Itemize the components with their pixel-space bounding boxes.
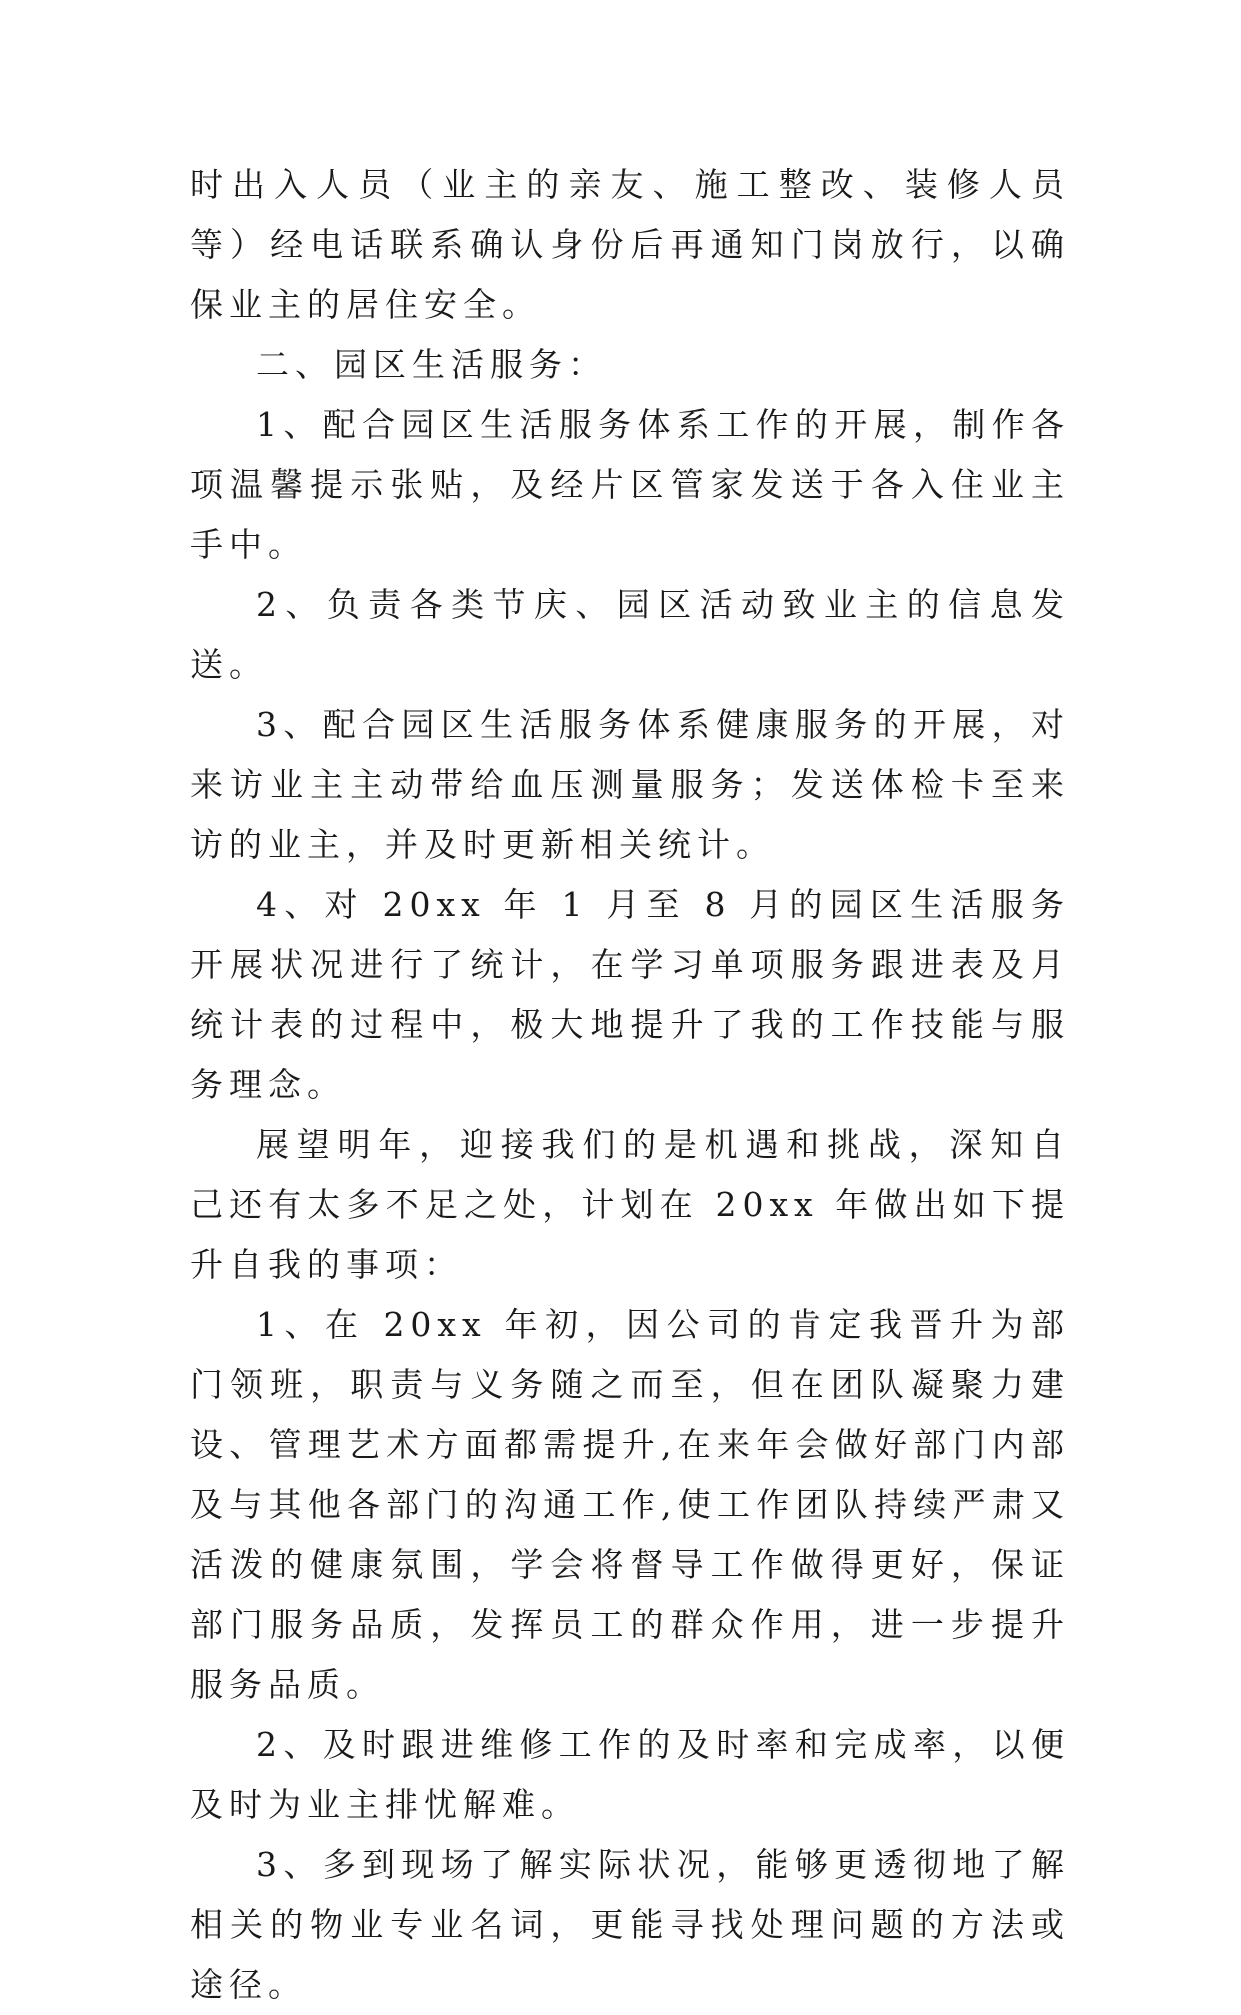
document-body (190, 155, 1070, 2015)
paragraph-plan-2-repairs: 2、及时跟进维修工作的及时率和完成率，以便及时为业主排忧解难。 (190, 1725, 1070, 1824)
section-heading-park-life-service: 二、园区生活服务： (256, 345, 607, 384)
paragraph-security-continuation: 时出入人员（业主的亲友、施工整改、装修人员等）经电话联系确认身份后再通知门岗放行，以确保业主的居住安全。 (190, 165, 1070, 324)
paragraph-item-2-holiday-messages: 2、负责各类节庆、园区活动致业主的信息发送。 (190, 585, 1070, 684)
paragraph-plan-1-team: 1、在 20xx 年初，因公司的肯定我晋升为部门领班，职责与义务随之而至，但在团队凝聚力建设、管理艺术方面都需提升,在来年会做好部门内部及与其他各部门的沟通工作,使工作团队持续严肃又活泼的健康氛围，学会将督导工作做得更好，保证部门服务品质，发挥员工的群众作用，进一步提升服务品质。 (190, 1305, 1070, 1704)
paragraph-item-1-notices: 1、配合园区生活服务体系工作的开展，制作各项温馨提示张贴，及经片区管家发送于各入住业主手中。 (190, 405, 1070, 564)
paragraph-item-4-statistics: 4、对 20xx 年 1 月至 8 月的园区生活服务开展状况进行了统计，在学习单项服务跟进表及月统计表的过程中，极大地提升了我的工作技能与服务理念。 (190, 885, 1070, 1104)
paragraph-outlook: 展望明年，迎接我们的是机遇和挑战，深知自己还有太多不足之处，计划在 20xx 年做出如下提升自我的事项： (190, 1125, 1070, 1284)
paragraph-item-3-health-service: 3、配合园区生活服务体系健康服务的开展，对来访业主主动带给血压测量服务；发送体检卡至来访的业主，并及时更新相关统计。 (190, 705, 1070, 864)
paragraph-plan-3-onsite: 3、多到现场了解实际状况，能够更透彻地了解相关的物业专业名词，更能寻找处理问题的方法或途径。 (190, 1845, 1070, 2004)
